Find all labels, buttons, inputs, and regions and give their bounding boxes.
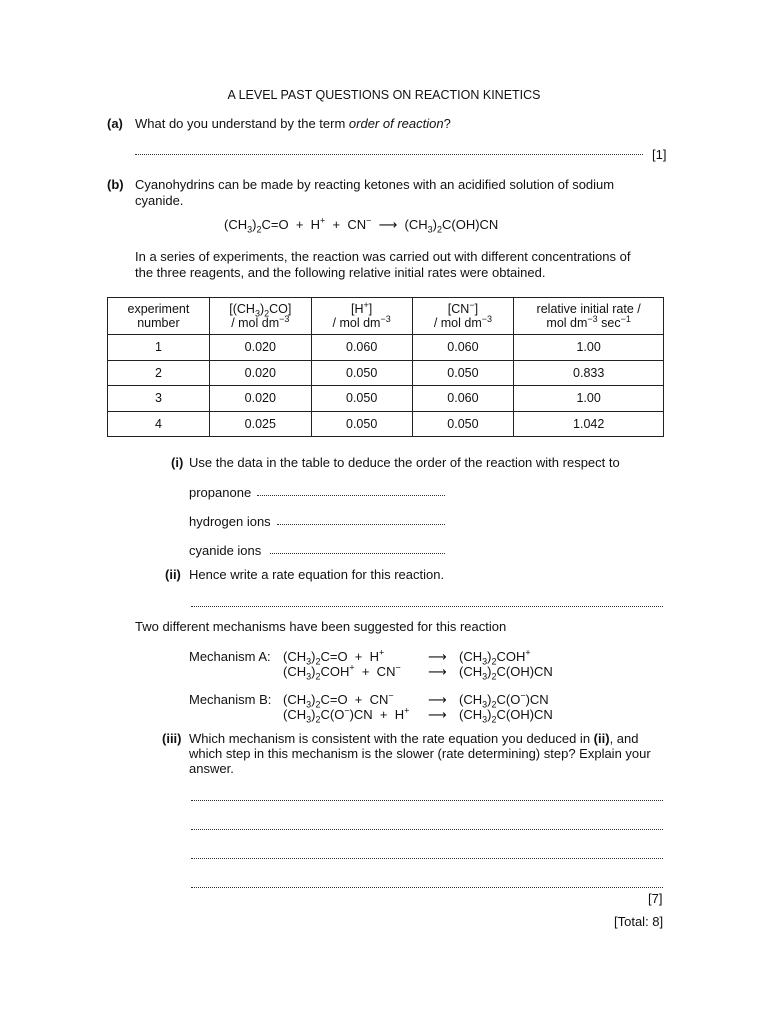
part-a-text: What do you understand by the term <box>135 116 349 131</box>
mechanism-a-step1-lhs: $(CH_3)_2C=O + H^+$ <box>283 647 385 667</box>
q-iii-line-2: which step in this mechanism is the slower (rate determining) step? Explain your <box>189 746 651 761</box>
mechanisms-intro: Two different mechanisms have been suggested for this reaction <box>135 619 507 634</box>
page-title: A LEVEL PAST QUESTIONS ON REACTION KINETICS <box>227 88 541 102</box>
table-cell: 1.00 <box>514 386 664 412</box>
q-iii-line-1 <box>189 731 638 746</box>
equation-product: $(CH_3)_2C(OH)CN$ <box>404 217 499 235</box>
table-header-experiment: experiment number <box>108 298 210 335</box>
propanone-answer-line[interactable] <box>257 483 445 496</box>
q-iii-line-1-end: , and <box>609 731 639 746</box>
table-header-cn: [CN−] / mol $dm^{-3}$ <box>412 298 514 335</box>
table-cell: 1 <box>108 335 210 361</box>
mechanism-a-step2-arrow: ⟶ <box>428 664 447 679</box>
q-i-item-cyanide: cyanide ions <box>189 543 262 558</box>
part-a-marks: [1] <box>652 147 667 162</box>
table-cell: 0.050 <box>311 411 412 437</box>
part-a-answer-line[interactable] <box>135 142 643 155</box>
equation-reactant-h: H+ <box>310 215 326 232</box>
table-cell: 4 <box>108 411 210 437</box>
q-iii-marks: [7] <box>648 891 663 906</box>
table-cell: 0.060 <box>412 335 514 361</box>
part-b-series-1: In a series of experiments, the reaction was carried out with different concentrations of <box>135 249 631 264</box>
total-marks: [Total: 8] <box>614 914 664 929</box>
mechanism-b-step1-arrow: ⟶ <box>428 692 447 707</box>
table-row <box>108 360 664 386</box>
equation-reactant-ketone: $(CH_3)_2C=O$ <box>224 217 289 235</box>
part-b-label: (b) <box>107 177 124 192</box>
hydrogen-answer-line[interactable] <box>277 512 445 525</box>
q-i-item-hydrogen: hydrogen ions <box>189 514 271 529</box>
mechanism-a-step1-arrow: ⟶ <box>428 649 447 664</box>
table-header-rate: relative initial rate / mol $dm^{-3}$ $\sec^{-1}$ <box>514 298 664 335</box>
rates-table <box>107 297 664 437</box>
part-b-series-2: the three reagents, and the following relative initial rates were obtained. <box>135 265 546 280</box>
part-a-text-end: ? <box>443 116 451 131</box>
table-header-row <box>108 298 664 335</box>
q-ii-text: Hence write a rate equation for this reaction. <box>189 567 445 582</box>
q-i-label: (i) <box>171 455 184 470</box>
part-b-intro-1: Cyanohydrins can be made by reacting ketones with an acidified solution of sodium <box>135 177 615 192</box>
table-cell: 0.020 <box>209 360 311 386</box>
q-iii-answer-line-4[interactable] <box>191 875 663 888</box>
table-row <box>108 335 664 361</box>
mechanism-b-label: Mechanism B: <box>189 692 272 707</box>
table-cell: 0.050 <box>311 360 412 386</box>
mechanism-b-step2-rhs: $(CH_3)_2C(OH)CN$ <box>459 707 553 725</box>
equation-plus-2: + <box>332 217 341 232</box>
mechanism-b-step2-arrow: ⟶ <box>428 707 447 722</box>
mechanism-a-label: Mechanism A: <box>189 649 271 664</box>
part-a-question <box>135 116 451 131</box>
table-cell: 0.050 <box>311 386 412 412</box>
table-row <box>108 411 664 437</box>
table-cell: 1.00 <box>514 335 664 361</box>
mechanism-b-step2-lhs: $(CH_3)_2C(O^-)CN + H^+$ <box>283 705 410 725</box>
table-cell: 0.050 <box>412 411 514 437</box>
table-cell: 3 <box>108 386 210 412</box>
mechanism-a-step1-rhs: $(CH_3)_2COH^+$ <box>459 647 531 667</box>
table-header-propanone: $[(CH_3)_2CO]$ / mol $dm^{-3}$ <box>209 298 311 335</box>
q-i-text: Use the data in the table to deduce the order of the reaction with respect to <box>189 455 620 470</box>
table-header-h: [H+] / mol $dm^{-3}$ <box>311 298 412 335</box>
mechanism-b-step1-lhs: $(CH_3)_2C=O + CN^-$ <box>283 690 394 710</box>
q-iii-line-3: answer. <box>189 761 234 776</box>
part-b-intro-2: cyanide. <box>135 193 184 208</box>
q-iii-answer-line-1[interactable] <box>191 788 663 801</box>
q-ii-label: (ii) <box>165 567 181 582</box>
q-iii-answer-line-3[interactable] <box>191 846 663 859</box>
table-cell: 0.020 <box>209 335 311 361</box>
table-cell: 2 <box>108 360 210 386</box>
equation-arrow: ⟶ <box>378 217 398 232</box>
table-cell: 1.042 <box>514 411 664 437</box>
rate-equation-answer-line[interactable] <box>191 594 663 607</box>
mechanism-a-step2-rhs: $(CH_3)_2C(OH)CN$ <box>459 664 553 682</box>
table-cell: 0.060 <box>412 386 514 412</box>
part-a-italic-term: order of reaction <box>348 116 444 131</box>
table-row <box>108 386 664 412</box>
table-cell: 0.060 <box>311 335 412 361</box>
q-i-item-propanone: propanone <box>189 485 252 500</box>
table-cell: 0.025 <box>209 411 311 437</box>
q-iii-answer-line-2[interactable] <box>191 817 663 830</box>
equation-reactant-cn: CN− <box>347 215 372 232</box>
main-equation <box>224 217 498 233</box>
part-a-label: (a) <box>107 116 123 131</box>
table-cell: 0.833 <box>514 360 664 386</box>
equation-plus-1: + <box>295 217 304 232</box>
mechanism-b-step1-rhs: $(CH_3)_2C(O^-)CN$ <box>459 690 549 710</box>
q-iii-label: (iii) <box>162 731 182 746</box>
mechanism-a-step2-lhs: $(CH_3)_2COH^+ + CN^-$ <box>283 662 401 682</box>
table-cell: 0.050 <box>412 360 514 386</box>
table-cell: 0.020 <box>209 386 311 412</box>
q-iii-ref-ii: (ii) <box>593 731 610 746</box>
q-iii-line-1-text: Which mechanism is consistent with the rate equation you deduced in <box>189 731 594 746</box>
cyanide-answer-line[interactable] <box>270 541 445 554</box>
